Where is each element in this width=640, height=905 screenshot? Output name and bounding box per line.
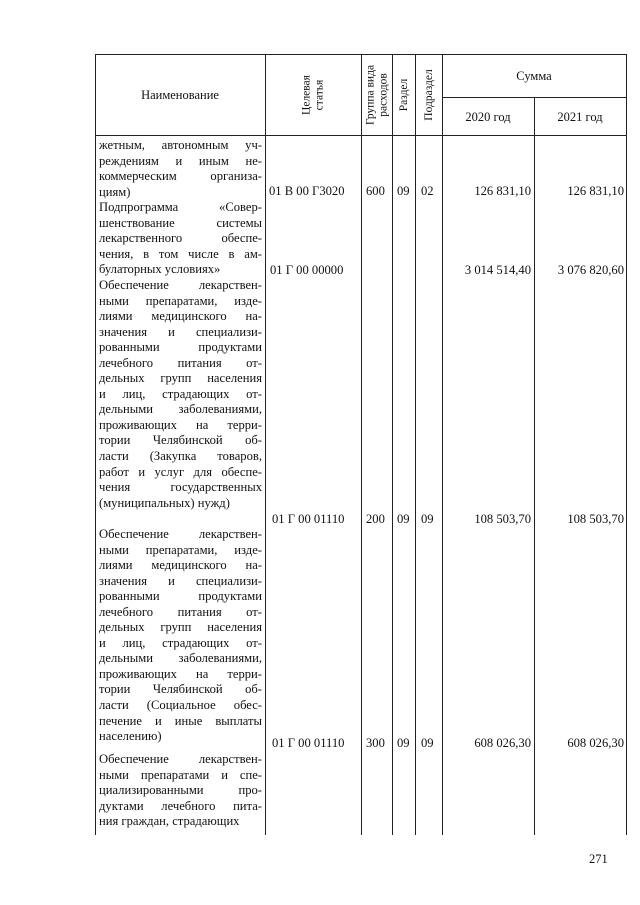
- header-subsection: Подраздел: [422, 69, 435, 121]
- expense-group-cell: 300: [366, 736, 385, 750]
- amount-2020-cell: 108 503,70: [474, 512, 531, 526]
- amount-2020-cell: 3 014 514,40: [464, 263, 531, 277]
- header-section: Раздел: [397, 78, 410, 112]
- header-sum: Сумма: [516, 69, 552, 83]
- col-divider-article: [361, 54, 362, 835]
- col-divider-years: [534, 97, 535, 835]
- header-year-2020: 2020 год: [465, 110, 511, 124]
- amount-2021-cell: 126 831,10: [567, 184, 624, 198]
- header-target-article: Целевая статья: [300, 75, 325, 115]
- col-divider-subsection: [442, 54, 443, 835]
- page-number: 271: [589, 852, 608, 866]
- section-cell: 09: [397, 184, 410, 198]
- target-article-cell: 01 Г 00 00000: [270, 263, 344, 277]
- table-row-name: Обеспечение лекарствен- ными препаратами и спе- циализированными про- дуктами лечебного пита- ния граждан, страдающих: [99, 752, 262, 829]
- amount-2020-cell: 126 831,10: [474, 184, 531, 198]
- section-cell: 09: [397, 512, 410, 526]
- target-article-cell: 01 В 00 Г3020: [269, 184, 345, 198]
- amount-2021-cell: 608 026,30: [567, 736, 624, 750]
- table-row-name: Обеспечение лекарствен- ными препаратами, изде- лиями медицинского на- значения и специализи- рованными продуктами лечебного питания от- дельных групп населения и лиц, страдающих от- дельными заболеваниями, проживающих на терри- тории Челябинской об- ласти (Социальное обес- печение и иные выплаты населению): [99, 527, 262, 744]
- subsection-cell: 09: [421, 512, 434, 526]
- table-row-name: Подпрограмма «Совер- шенствование системы лекарственного обеспе- чения, в том числе в ам- булаторных условиях»: [99, 200, 262, 277]
- table-left-border: [95, 54, 96, 835]
- amount-2021-cell: 108 503,70: [567, 512, 624, 526]
- section-cell: 09: [397, 736, 410, 750]
- table-row-name: жетным, автономным уч- реждениям и иным не- коммерческим организа- циям): [99, 138, 262, 199]
- target-article-cell: 01 Г 00 01110: [272, 512, 345, 526]
- amount-2021-cell: 3 076 820,60: [557, 263, 624, 277]
- header-expense-group: Группа вида расходов: [364, 64, 389, 126]
- expense-group-cell: 600: [366, 184, 385, 198]
- amount-2020-cell: 608 026,30: [474, 736, 531, 750]
- subsection-cell: 02: [421, 184, 434, 198]
- header-year-2021: 2021 год: [557, 110, 603, 124]
- col-divider-group: [392, 54, 393, 835]
- subsection-cell: 09: [421, 736, 434, 750]
- target-article-cell: 01 Г 00 01110: [272, 736, 345, 750]
- expense-group-cell: 200: [366, 512, 385, 526]
- col-divider-section: [415, 54, 416, 835]
- col-divider-name: [265, 54, 266, 835]
- table-right-border: [626, 54, 627, 835]
- table-row-name: Обеспечение лекарствен- ными препаратами, изде- лиями медицинского на- значения и специализи- рованными продуктами лечебного питания от- дельных групп населения и лиц, страдающих от- дельными заболеваниями, проживающих на терри- тории Челябинской об- ласти (Закупка товаров, работ и услуг для обеспе- чения государственных (муниципальных) нужд): [99, 278, 262, 510]
- header-name: Наименование: [141, 88, 219, 102]
